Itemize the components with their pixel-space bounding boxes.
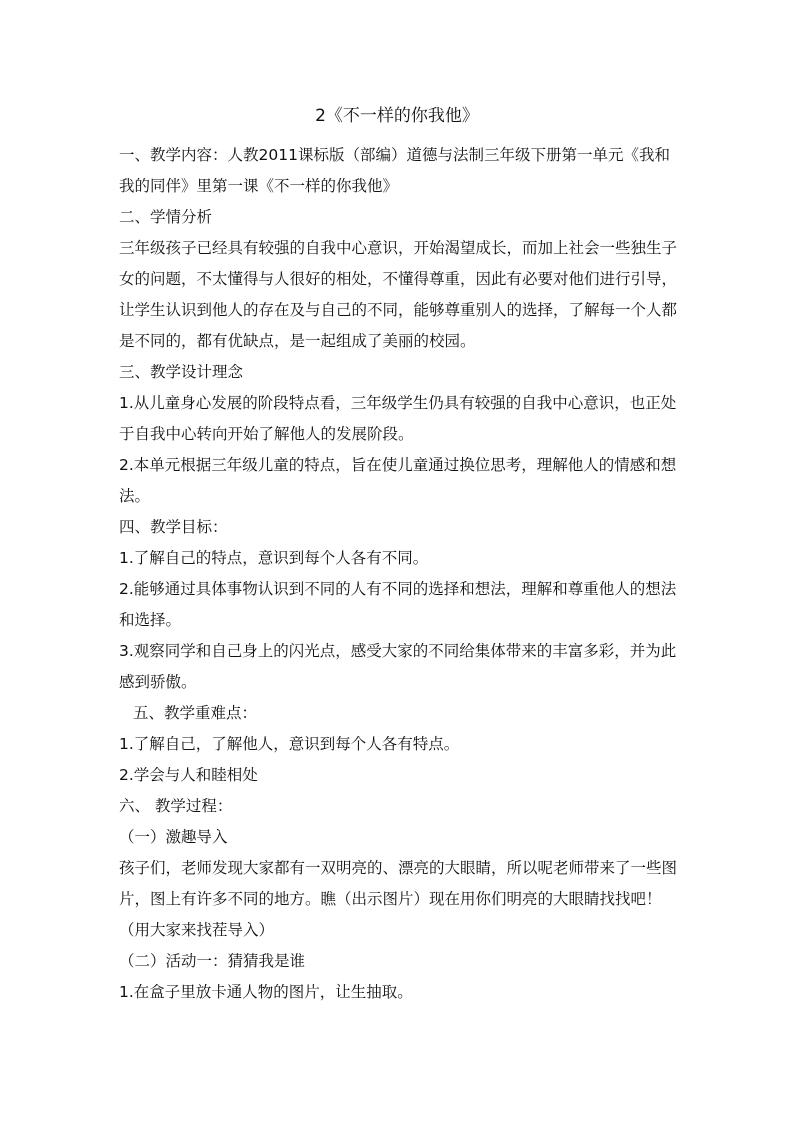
heading-teaching-goals: 四、教学目标：	[119, 518, 228, 536]
heading-design-concept: 三、教学设计理念	[119, 363, 244, 381]
heading-student-analysis: 二、学情分析	[119, 208, 213, 226]
teaching-goal-1: 1.了解自己的特点，意识到每个人各有不同。	[119, 549, 429, 567]
teaching-goal-2: 2.能够通过具体事物认识到不同的人有不同的选择和想法，理解和尊重他人的想法和选择。	[119, 580, 677, 629]
key-point-1: 1.了解自己，了解他人，意识到每个人各有特点。	[119, 735, 460, 753]
key-point-2: 2.学会与人和睦相处	[119, 766, 258, 784]
process-step-1-text: 孩子们，老师发现大家都有一双明亮的、漂亮的大眼睛，所以呢老师带来了一些图片，图上有许多不同的地方。瞧（出示图片）现在用你们明亮的大眼睛找找吧！	[119, 859, 678, 908]
process-step-2-heading: （二）活动一：猜猜我是谁	[119, 952, 306, 970]
document-title: 2《不一样的你我他》	[315, 106, 479, 126]
heading-key-points: 五、教学重难点：	[133, 704, 258, 722]
document-body	[119, 140, 679, 1008]
teaching-goal-3: 3.观察同学和自己身上的闪光点，感受大家的不同给集体带来的丰富多彩，并为此感到骄傲。	[119, 642, 677, 691]
process-step-1-note: （用大家来找茬导入）	[119, 921, 275, 939]
design-concept-item-1: 1.从儿童身心发展的阶段特点看，三年级学生仍具有较强的自我中心意识，也正处于自我中心转向开始了解他人的发展阶段。	[119, 394, 677, 443]
process-step-2-item-1: 1.在盒子里放卡通人物的图片，让生抽取。	[119, 983, 413, 1001]
heading-teaching-process: 六、 教学过程：	[119, 797, 233, 815]
student-analysis-text: 三年级孩子已经具有较强的自我中心意识，开始渴望成长，而加上社会一些独生子女的问题，不太懂得与人很好的相处，不懂得尊重，因此有必要对他们进行引导，让学生认识到他人的存在及与自己的不同，能够尊重别人的选择，了解每一个人都是不同的，都有优缺点，是一起组成了美丽的校园。	[119, 239, 678, 350]
process-step-1-heading: （一）激趣导入	[119, 828, 228, 846]
design-concept-item-2: 2.本单元根据三年级儿童的特点，旨在使儿童通过换位思考，理解他人的情感和想法。	[119, 456, 677, 505]
section-teaching-content: 一、教学内容：人教2011课标版（部编）道德与法制三年级下册第一单元《我和我的同伴》里第一课《不一样的你我他》	[119, 146, 670, 195]
